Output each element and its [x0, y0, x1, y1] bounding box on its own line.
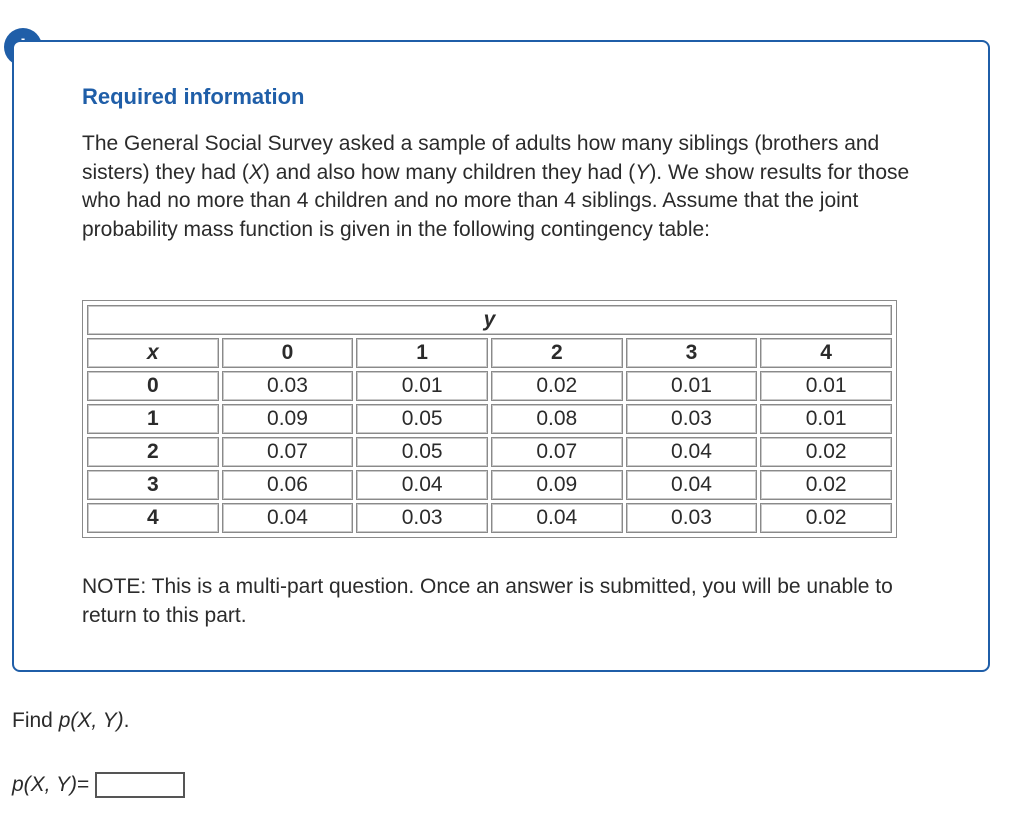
table-cell: 0.04 — [626, 470, 758, 500]
table-cell: 0.07 — [491, 437, 623, 467]
table-cell: 0.01 — [626, 371, 758, 401]
table-cell: 0.02 — [760, 437, 892, 467]
column-header: 2 — [491, 338, 623, 368]
table-cell: 0.04 — [626, 437, 758, 467]
table-cell: 0.02 — [760, 503, 892, 533]
question-prompt: Find p(X, Y). — [12, 709, 130, 732]
row-header: 1 — [87, 404, 219, 434]
table-cell: 0.04 — [356, 470, 488, 500]
column-header: 3 — [626, 338, 758, 368]
answer-input[interactable] — [95, 772, 185, 798]
answer-label: p(X, Y) — [12, 773, 77, 796]
table-cell: 0.01 — [760, 404, 892, 434]
required-info-title: Required information — [82, 84, 305, 109]
table-cell: 0.08 — [491, 404, 623, 434]
table-row — [87, 503, 892, 533]
table-row — [87, 470, 892, 500]
table-row — [87, 371, 892, 401]
table-cell: 0.04 — [491, 503, 623, 533]
table-cell: 0.02 — [491, 371, 623, 401]
answer-row: p(X, Y) = — [12, 772, 185, 798]
column-header: 0 — [222, 338, 354, 368]
table-cell: 0.05 — [356, 437, 488, 467]
intro-text: The General Social Survey asked a sample of adults how many siblings (brothers and sisters) they had (X) and also how many children they had (Y). We show results for those who had no more than 4 children and no more than 4 siblings. Assume that the joint probability mass function is given in the following contingency table: — [82, 132, 910, 241]
table-cell: 0.03 — [356, 503, 488, 533]
pmf-table — [84, 302, 895, 536]
table-row — [87, 404, 892, 434]
column-header-row — [87, 338, 892, 368]
row-header: 0 — [87, 371, 219, 401]
table-cell: 0.09 — [491, 470, 623, 500]
table-cell: 0.05 — [356, 404, 488, 434]
table-cell: 0.01 — [356, 371, 488, 401]
table-cell: 0.06 — [222, 470, 354, 500]
table-row — [87, 437, 892, 467]
row-header: 4 — [87, 503, 219, 533]
row-header-label: x — [87, 338, 219, 368]
table-cell: 0.01 — [760, 371, 892, 401]
table-cell: 0.02 — [760, 470, 892, 500]
table-cell: 0.03 — [222, 371, 354, 401]
table-cell: 0.04 — [222, 503, 354, 533]
pmf-table-wrapper — [82, 300, 897, 538]
table-cell: 0.03 — [626, 404, 758, 434]
row-header: 3 — [87, 470, 219, 500]
column-header: 4 — [760, 338, 892, 368]
note-text: NOTE: This is a multi-part question. Once an answer is submitted, you will be unable to return to this part. — [82, 575, 893, 627]
column-header: 1 — [356, 338, 488, 368]
pmf-table-body — [87, 371, 892, 533]
table-cell: 0.09 — [222, 404, 354, 434]
row-header: 2 — [87, 437, 219, 467]
table-cell: 0.03 — [626, 503, 758, 533]
col-group-header: y — [87, 305, 892, 335]
table-cell: 0.07 — [222, 437, 354, 467]
